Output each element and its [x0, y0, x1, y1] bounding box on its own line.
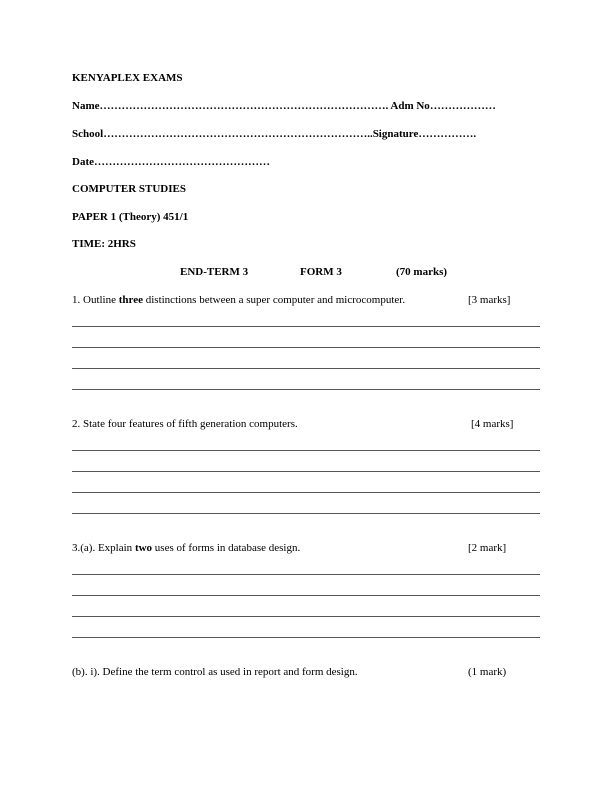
question-3a-prefix: 3.(a). Explain — [72, 542, 135, 554]
subject-title: COMPUTER STUDIES — [72, 183, 186, 195]
question-1-marks: [3 marks] — [468, 294, 511, 306]
question-3b-i: (b). i). Define the term control as used in report and form design. — [72, 666, 358, 678]
answer-line[interactable] — [72, 574, 540, 575]
question-1-emphasis: three — [118, 294, 143, 306]
signature-label: Signature — [372, 128, 419, 140]
answer-line[interactable] — [72, 450, 540, 451]
question-1-suffix: distinctions between a super computer and microcomputer. — [142, 294, 406, 306]
answer-line[interactable] — [72, 637, 540, 638]
exam-body-title: KENYAPLEX EXAMS — [72, 72, 183, 84]
question-3a-suffix: uses of forms in database design. — [152, 542, 301, 554]
total-marks: (70 marks) — [396, 266, 448, 278]
exam-term: END-TERM 3 — [180, 266, 249, 278]
name-field[interactable]: ……………………………………………………………………. — [99, 100, 389, 112]
answer-line[interactable] — [72, 492, 540, 493]
answer-line[interactable] — [72, 595, 540, 596]
name-line — [72, 100, 496, 112]
date-field[interactable]: ………………………………………… — [94, 156, 270, 168]
adm-no-label: Adm No — [388, 100, 430, 112]
answer-line[interactable] — [72, 471, 540, 472]
adm-no-field[interactable]: ……………… — [429, 100, 496, 112]
time-allowed: TIME: 2HRS — [72, 238, 136, 250]
question-3a — [72, 542, 300, 554]
answer-line[interactable] — [72, 389, 540, 390]
answer-line[interactable] — [72, 513, 540, 514]
question-1-prefix: 1. Outline — [72, 294, 119, 306]
answer-line[interactable] — [72, 347, 540, 348]
form-level: FORM 3 — [300, 266, 342, 278]
answer-line[interactable] — [72, 616, 540, 617]
question-1 — [72, 294, 405, 306]
answer-line[interactable] — [72, 368, 540, 369]
question-3b-i-marks: (1 mark) — [468, 666, 507, 678]
signature-field[interactable]: ……………. — [418, 128, 477, 140]
paper-code: PAPER 1 (Theory) 451/1 — [72, 211, 189, 223]
school-label: School — [72, 128, 104, 140]
question-3a-emphasis: two — [134, 542, 153, 554]
question-2-marks: [4 marks] — [471, 418, 514, 430]
date-line — [72, 156, 270, 168]
name-label: Name — [72, 100, 100, 112]
question-2: 2. State four features of fifth generation computers. — [72, 418, 298, 430]
question-3a-marks: [2 mark] — [468, 542, 507, 554]
school-line — [72, 128, 476, 140]
answer-line[interactable] — [72, 326, 540, 327]
date-label: Date — [72, 156, 94, 168]
school-field[interactable]: ……………………………………………………………….. — [103, 128, 373, 140]
